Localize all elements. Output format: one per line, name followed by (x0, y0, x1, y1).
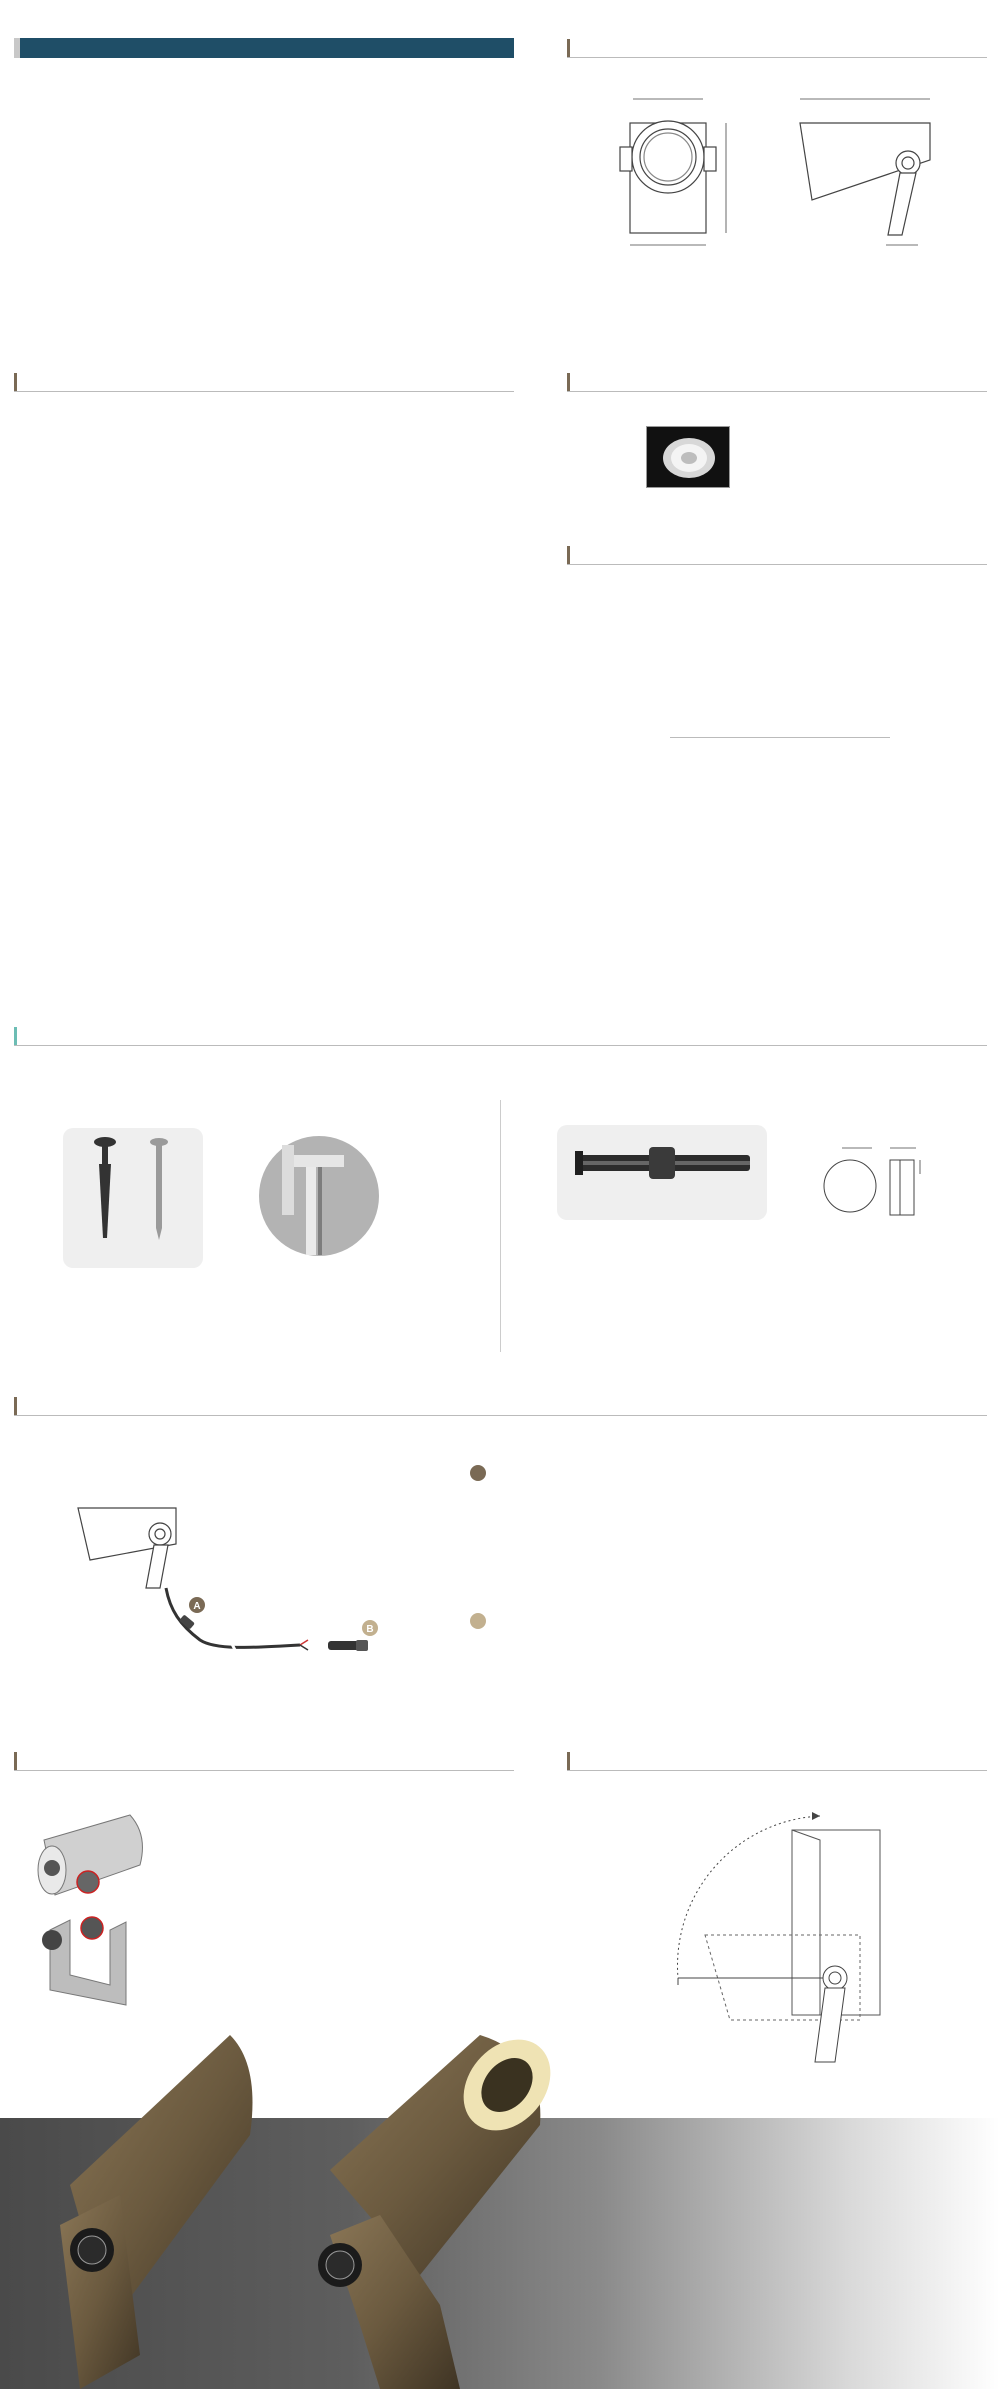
spike-image-box (63, 1128, 203, 1268)
waterstopper-heading (470, 1465, 490, 1484)
tilt-drawing (670, 1810, 900, 2080)
product-photo (0, 2025, 600, 2389)
optional-divider (500, 1100, 501, 1352)
gear-drawing (30, 1810, 160, 2010)
features-header (14, 1751, 514, 1771)
waterproof-header (14, 1396, 987, 1416)
tilt-header (567, 1751, 987, 1771)
badge-a (470, 1465, 486, 1481)
strap-image-box (557, 1125, 767, 1220)
linear-drawing-figure (600, 85, 1000, 275)
spike-detail-image (258, 1135, 380, 1257)
painting-header (567, 545, 987, 565)
lens-image (646, 426, 730, 488)
svg-text:A: A (193, 1601, 201, 1612)
strap-dimension-drawing (820, 1130, 960, 1220)
optional-header (14, 1026, 987, 1046)
lens-header (567, 372, 987, 392)
specification-header (14, 372, 514, 392)
connector-heading (470, 1613, 490, 1632)
linear-drawing-header (567, 38, 987, 58)
color-divider (670, 737, 890, 738)
badge-b (470, 1613, 486, 1629)
model-header (14, 38, 514, 58)
waterproof-drawing (70, 1500, 420, 1670)
model-marker (14, 38, 20, 58)
svg-text:B: B (366, 1624, 374, 1635)
